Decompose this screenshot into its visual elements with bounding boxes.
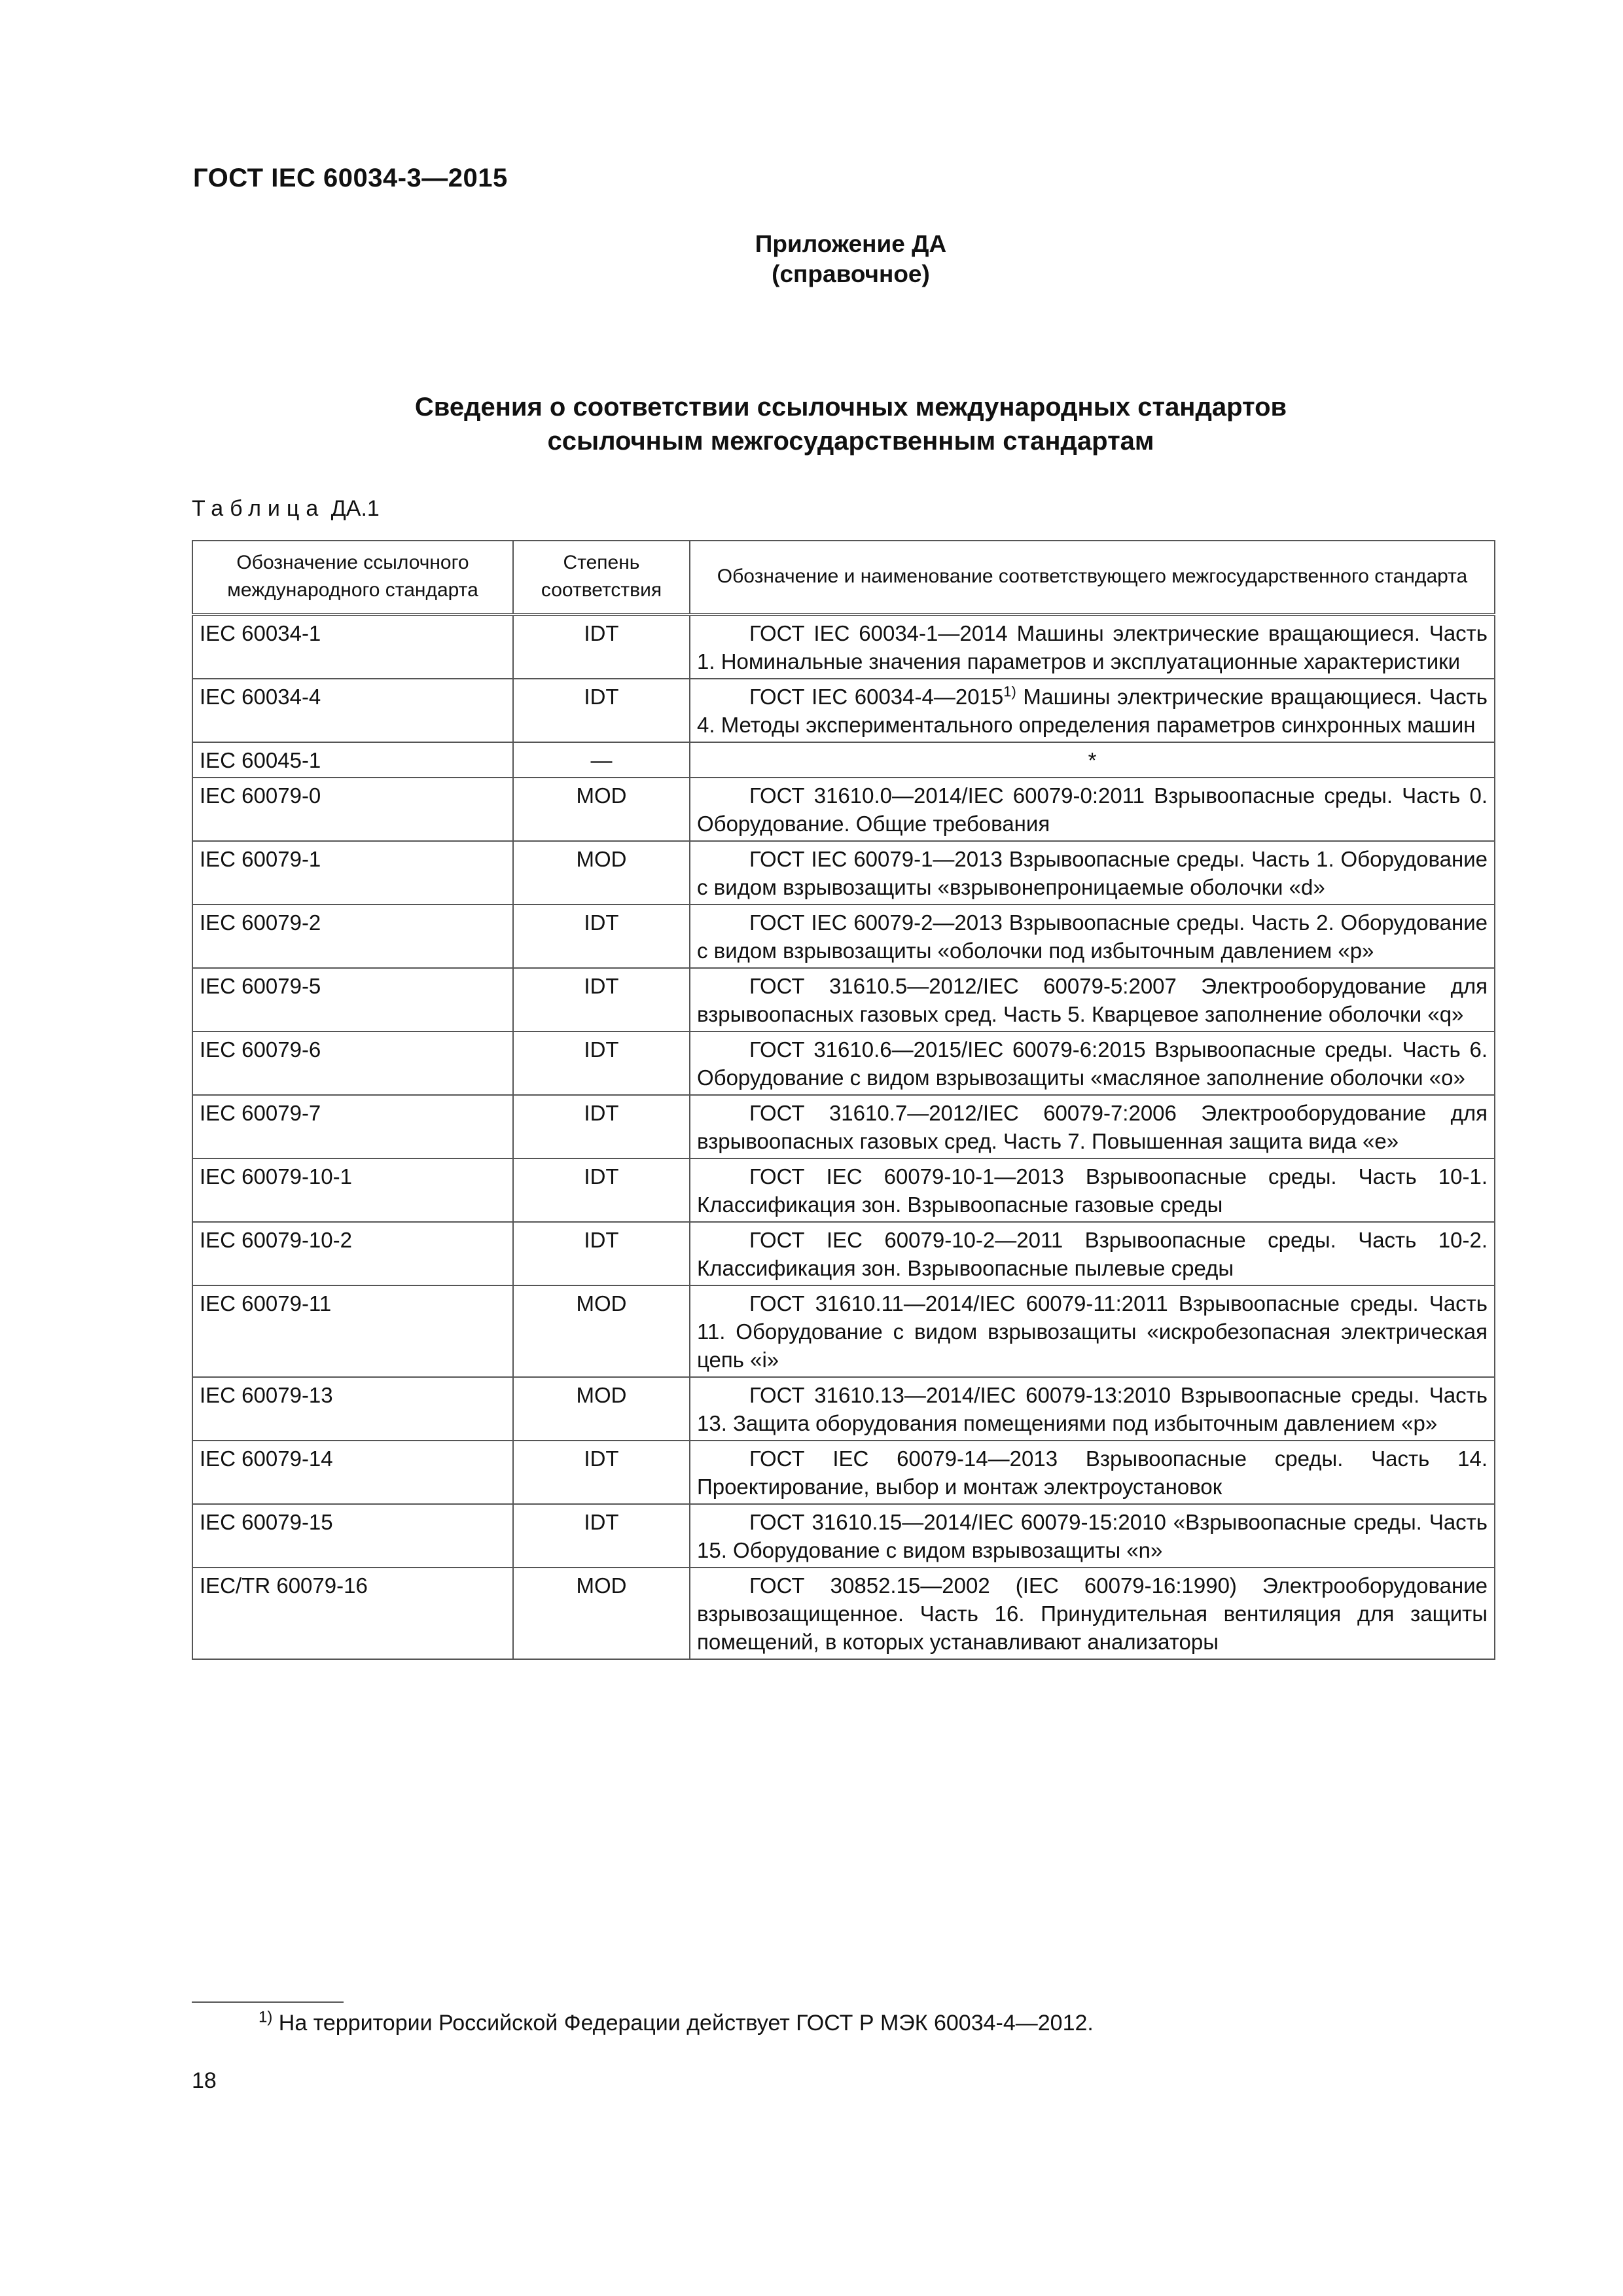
cell-name: ГОСТ 31610.6—2015/IEC 60079-6:2015 Взрывоопасные среды. Часть 6. Оборудование с видом взрывозащиты «масляное заполнение оболочки «o» [690, 1031, 1495, 1095]
page-number: 18 [192, 2068, 217, 2093]
cell-standard: IEC 60079-6 [192, 1031, 513, 1095]
cell-standard: IEC 60079-2 [192, 905, 513, 968]
cell-name: ГОСТ 31610.13—2014/IEC 60079-13:2010 Взрывоопасные среды. Часть 13. Защита оборудования помещениями под избыточным давлением «p» [690, 1377, 1495, 1441]
cell-name: * [690, 742, 1495, 778]
cell-standard: IEC 60045-1 [192, 742, 513, 778]
table-caption-number: ДА.1 [330, 496, 380, 521]
cell-degree: IDT [513, 1095, 690, 1158]
cell-name-part: Машины электрические вращающиеся. Часть 4. Методы экспериментального определения параметров синхронных машин [697, 685, 1488, 737]
section-heading-line-1: Сведения о соответствии ссылочных международных стандартов [414, 393, 1287, 422]
cell-standard: IEC 60079-5 [192, 968, 513, 1031]
cell-name: ГОСТ IEC 60079-2—2013 Взрывоопасные среды. Часть 2. Оборудование с видом взрывозащиты «оболочки под избыточным давлением «p» [690, 905, 1495, 968]
cell-degree: IDT [513, 1222, 690, 1285]
cell-name-part: ГОСТ IEC 60034-4—2015 [749, 685, 1004, 709]
cell-degree: — [513, 742, 690, 778]
cell-standard: IEC 60079-10-2 [192, 1222, 513, 1285]
table-row [192, 1285, 1495, 1377]
table-row [192, 778, 1495, 841]
cell-degree: IDT [513, 615, 690, 679]
cell-degree: IDT [513, 1504, 690, 1568]
column-header-name: Обозначение и наименование соответствующего межгосударственного стандарта [690, 541, 1495, 615]
cell-name: ГОСТ 31610.0—2014/IEC 60079-0:2011 Взрывоопасные среды. Часть 0. Оборудование. Общие требования [690, 778, 1495, 841]
cell-degree: IDT [513, 679, 690, 742]
cell-degree: MOD [513, 1377, 690, 1441]
cell-degree: IDT [513, 968, 690, 1031]
table-row [192, 679, 1495, 742]
table-row [192, 615, 1495, 679]
cell-name [690, 679, 1495, 742]
cell-standard: IEC 60079-10-1 [192, 1158, 513, 1222]
cell-degree: IDT [513, 1158, 690, 1222]
cell-standard: IEC 60034-4 [192, 679, 513, 742]
table-row [192, 742, 1495, 778]
cell-standard: IEC 60079-7 [192, 1095, 513, 1158]
cell-name: ГОСТ 31610.5—2012/IEC 60079-5:2007 Электрооборудование для взрывоопасных газовых сред. Часть 5. Кварцевое заполнение оболочки «q» [690, 968, 1495, 1031]
table-row [192, 1222, 1495, 1285]
footnote-ref: 1) [1003, 683, 1016, 700]
table-row [192, 1504, 1495, 1568]
cell-degree: IDT [513, 1031, 690, 1095]
cell-standard: IEC/TR 60079-16 [192, 1568, 513, 1659]
cell-degree: MOD [513, 841, 690, 905]
table-row [192, 841, 1495, 905]
cell-standard: IEC 60034-1 [192, 615, 513, 679]
cell-name: ГОСТ IEC 60079-14—2013 Взрывоопасные среды. Часть 14. Проектирование, выбор и монтаж электроустановок [690, 1441, 1495, 1504]
section-heading-line-2: ссылочным межгосударственным стандартам [547, 427, 1154, 456]
table-row [192, 905, 1495, 968]
footnote [259, 2008, 1094, 2036]
cell-standard: IEC 60079-13 [192, 1377, 513, 1441]
cell-name: ГОСТ IEC 60079-10-1—2013 Взрывоопасные среды. Часть 10-1. Классификация зон. Взрывоопасные газовые среды [690, 1158, 1495, 1222]
table-row [192, 1568, 1495, 1659]
reference-standards-table [192, 540, 1495, 1660]
table-caption [192, 496, 380, 522]
cell-degree: IDT [513, 1441, 690, 1504]
cell-name: ГОСТ 31610.15—2014/IEC 60079-15:2010 «Взрывоопасные среды. Часть 15. Оборудование с видом взрывозащиты «n» [690, 1504, 1495, 1568]
cell-standard: IEC 60079-11 [192, 1285, 513, 1377]
column-header-standard: Обозначение ссылочного международного стандарта [192, 541, 513, 615]
table-header-row [192, 541, 1495, 615]
table-row [192, 1441, 1495, 1504]
document-header: ГОСТ IEC 60034-3—2015 [193, 164, 508, 192]
cell-standard: IEC 60079-1 [192, 841, 513, 905]
cell-name: ГОСТ 31610.11—2014/IEC 60079-11:2011 Взрывоопасные среды. Часть 11. Оборудование с видом взрывозащиты «искробезопасная электрическая цепь «i» [690, 1285, 1495, 1377]
footnote-text: На территории Российской Федерации действует ГОСТ Р МЭК 60034-4—2012. [272, 2011, 1094, 2036]
cell-standard: IEC 60079-0 [192, 778, 513, 841]
table-row [192, 1095, 1495, 1158]
cell-standard: IEC 60079-14 [192, 1441, 513, 1504]
footnote-marker: 1) [259, 2008, 273, 2026]
table-row [192, 1377, 1495, 1441]
cell-name: ГОСТ 30852.15—2002 (IEC 60079-16:1990) Электрооборудование взрывозащищенное. Часть 16. Принудительная вентиляция для защиты помещений, в которых устанавливают анализаторы [690, 1568, 1495, 1659]
cell-standard: IEC 60079-15 [192, 1504, 513, 1568]
cell-degree: MOD [513, 1285, 690, 1377]
annex-title: Приложение ДА [755, 230, 947, 257]
footnote-separator [192, 2001, 344, 2003]
column-header-degree: Степень соответствия [513, 541, 690, 615]
table-row [192, 968, 1495, 1031]
cell-name: ГОСТ 31610.7—2012/IEC 60079-7:2006 Электрооборудование для взрывоопасных газовых сред. Часть 7. Повышенная защита вида «e» [690, 1095, 1495, 1158]
table-row [192, 1158, 1495, 1222]
cell-degree: IDT [513, 905, 690, 968]
cell-name: ГОСТ IEC 60079-1—2013 Взрывоопасные среды. Часть 1. Оборудование с видом взрывозащиты «взрывонепроницаемые оболочки «d» [690, 841, 1495, 905]
cell-name: ГОСТ IEC 60079-10-2—2011 Взрывоопасные среды. Часть 10-2. Классификация зон. Взрывоопасные пылевые среды [690, 1222, 1495, 1285]
cell-degree: MOD [513, 1568, 690, 1659]
cell-degree: MOD [513, 778, 690, 841]
table-row [192, 1031, 1495, 1095]
table-caption-word: Таблица [192, 496, 325, 521]
cell-name: ГОСТ IEC 60034-1—2014 Машины электрические вращающиеся. Часть 1. Номинальные значения параметров и эксплуатационные характеристики [690, 615, 1495, 679]
annex-subtitle: (справочное) [772, 260, 930, 287]
